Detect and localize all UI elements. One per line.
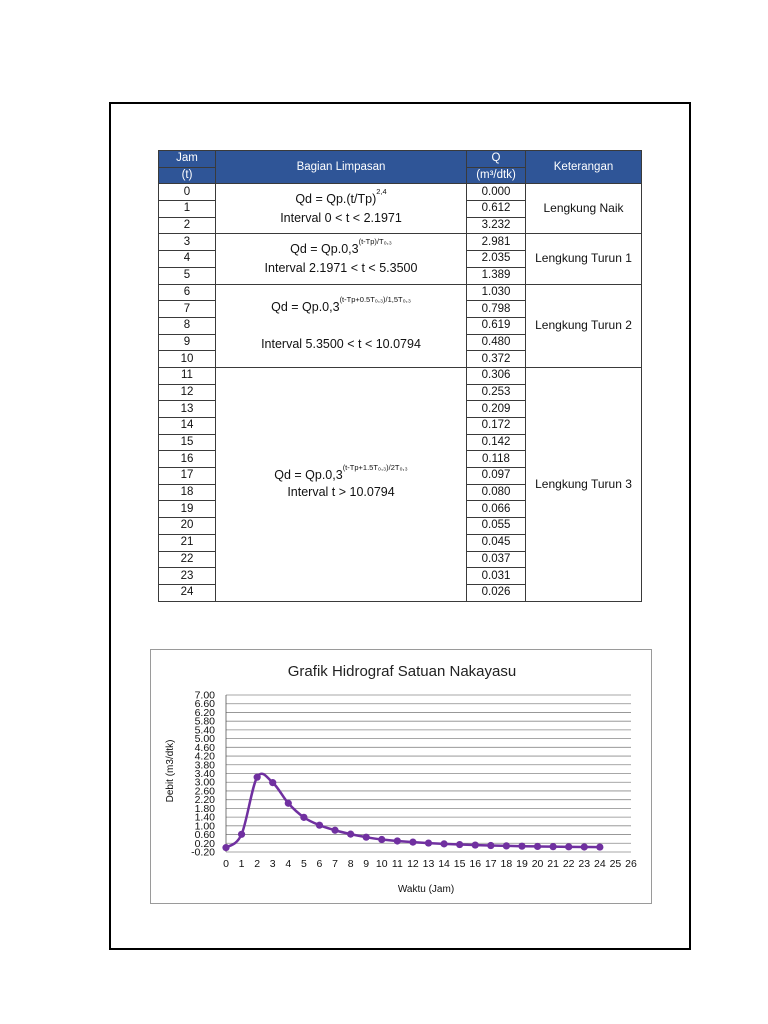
cell-t: 24 — [159, 584, 216, 601]
cell-q: 0.037 — [467, 551, 526, 568]
data-point — [378, 836, 385, 843]
table-row — [159, 367, 642, 384]
data-point — [238, 831, 245, 838]
series-line — [222, 774, 603, 852]
cell-q: 0.619 — [467, 317, 526, 334]
cell-t: 0 — [159, 184, 216, 201]
data-point — [581, 843, 588, 850]
header-keterangan: Keterangan — [526, 151, 642, 184]
x-tick-label: 10 — [375, 858, 388, 870]
hydrograph-line — [226, 774, 600, 848]
cell-q: 0.172 — [467, 418, 526, 435]
y-tick-label: 1.40 — [194, 811, 215, 824]
x-tick-label: 2 — [254, 858, 261, 870]
data-point — [596, 843, 603, 850]
y-tick-label: 5.00 — [194, 733, 215, 746]
data-point — [300, 814, 307, 821]
cell-t: 3 — [159, 234, 216, 251]
data-point — [425, 839, 432, 846]
cell-q: 1.389 — [467, 267, 526, 284]
cell-t: 12 — [159, 384, 216, 401]
keterangan-naik: Lengkung Naik — [526, 184, 642, 234]
data-point — [285, 800, 292, 807]
header-jam: Jam — [159, 151, 216, 168]
y-tick-label: 6.20 — [194, 706, 215, 719]
data-point — [254, 774, 261, 781]
y-tick-label: 5.40 — [194, 724, 215, 737]
cell-t: 11 — [159, 367, 216, 384]
x-tick-label: 12 — [407, 858, 419, 870]
cell-t: 1 — [159, 201, 216, 218]
cell-q: 0.031 — [467, 568, 526, 585]
data-point — [518, 843, 525, 850]
chart-svg — [151, 650, 653, 905]
x-tick-label: 22 — [562, 858, 575, 870]
header-bagian-limpasan: Bagian Limpasan — [216, 151, 467, 184]
cell-t: 22 — [159, 551, 216, 568]
data-point — [316, 822, 323, 829]
keterangan-turun-3: Lengkung Turun 3 — [526, 367, 642, 601]
y-tick-label: 4.20 — [194, 750, 215, 763]
y-tick-label: -0.20 — [191, 846, 215, 859]
y-tick-label: 4.60 — [194, 741, 215, 754]
table-row — [159, 234, 642, 251]
cell-q: 1.030 — [467, 284, 526, 301]
cell-t: 9 — [159, 334, 216, 351]
table-row — [159, 284, 642, 301]
cell-q: 0.209 — [467, 401, 526, 418]
x-tick-label: 1 — [238, 858, 245, 870]
data-point — [487, 842, 494, 849]
segment-formula-turun-1: $Qd = Qp.0,3^{(t-Tp)/T_0,_3}$ Interval 2.1971 < t < 5.3500 — [216, 234, 467, 284]
data-point — [550, 843, 557, 850]
cell-q: 0.612 — [467, 201, 526, 218]
cell-q: 0.055 — [467, 518, 526, 535]
cell-q: 0.798 — [467, 301, 526, 318]
x-tick-label: 4 — [285, 858, 292, 870]
y-tick-label: 3.80 — [194, 759, 215, 772]
x-tick-label: 14 — [438, 858, 450, 870]
cell-t: 14 — [159, 418, 216, 435]
x-axis-label: Waktu (Jam) — [397, 884, 455, 895]
data-point — [456, 841, 463, 848]
cell-t: 5 — [159, 267, 216, 284]
cell-q: 2.035 — [467, 251, 526, 268]
cell-q: 0.306 — [467, 367, 526, 384]
x-tick-label: 25 — [609, 858, 622, 870]
x-tick-label: 11 — [391, 858, 403, 870]
y-tick-label: 7.00 — [194, 689, 215, 702]
cell-t: 15 — [159, 434, 216, 451]
cell-t: 17 — [159, 468, 216, 485]
cell-t: 7 — [159, 301, 216, 318]
cell-t: 4 — [159, 251, 216, 268]
x-tick-label: 19 — [516, 858, 528, 870]
y-axis-label: Debit (m3/dtk) — [165, 739, 176, 803]
segment-formula-turun-2: $Qd = Qp.0,3^{(t-Tp+0.5T_0,_3)/1,5T_0,_3}$ Interval 5.3500 < t < 10.0794 — [216, 284, 467, 367]
y-tick-label: 6.60 — [194, 698, 215, 711]
cell-q: 0.097 — [467, 468, 526, 485]
keterangan-turun-1: Lengkung Turun 1 — [526, 234, 642, 284]
cell-q: 0.480 — [467, 334, 526, 351]
grid-lines — [226, 695, 631, 852]
x-tick-label: 18 — [500, 858, 513, 870]
data-point — [394, 837, 401, 844]
table-row — [159, 184, 642, 201]
y-tick-label: 2.20 — [194, 794, 215, 807]
header-jam-unit: (t) — [159, 167, 216, 184]
hydrograph-table — [158, 150, 642, 602]
cell-t: 20 — [159, 518, 216, 535]
cell-t: 6 — [159, 284, 216, 301]
x-tick-label: 0 — [223, 858, 229, 870]
cell-q: 0.142 — [467, 434, 526, 451]
x-tick-label: 26 — [625, 858, 637, 870]
y-tick-label: 3.40 — [194, 768, 215, 780]
x-tick-label: 23 — [578, 858, 591, 870]
header-q-unit: (m³/dtk) — [467, 167, 526, 184]
y-tick-label: 5.80 — [194, 715, 215, 728]
segment-formula-naik: $Qd = Qp.(t/Tp)^{2,4}$ Interval 0 < t < 2.1971 — [216, 184, 467, 234]
x-tick-label: 16 — [469, 858, 482, 870]
data-point — [222, 844, 229, 851]
data-point — [565, 843, 572, 850]
x-tick-label: 13 — [422, 858, 435, 870]
x-tick-label: 17 — [484, 858, 497, 870]
data-point — [472, 841, 479, 848]
cell-t: 18 — [159, 484, 216, 501]
keterangan-turun-2: Lengkung Turun 2 — [526, 284, 642, 367]
cell-t: 8 — [159, 317, 216, 334]
x-tick-label: 7 — [332, 858, 338, 870]
y-tick-label: 0.20 — [194, 837, 215, 850]
x-tick-label: 8 — [347, 858, 354, 870]
cell-q: 0.253 — [467, 384, 526, 401]
hydrograph-chart — [150, 649, 652, 904]
cell-t: 2 — [159, 217, 216, 234]
cell-q: 0.000 — [467, 184, 526, 201]
cell-t: 10 — [159, 351, 216, 368]
x-tick-labels — [223, 858, 637, 870]
y-tick-label: 0.60 — [194, 829, 215, 842]
y-tick-label: 3.00 — [194, 776, 215, 789]
y-tick-label: 1.00 — [194, 820, 215, 833]
data-point — [331, 827, 338, 834]
x-tick-label: 5 — [300, 858, 307, 870]
y-tick-label: 1.80 — [194, 802, 215, 815]
y-tick-labels — [191, 690, 215, 859]
cell-t: 19 — [159, 501, 216, 518]
cell-t: 16 — [159, 451, 216, 468]
x-tick-label: 24 — [594, 858, 606, 870]
cell-q: 0.372 — [467, 351, 526, 368]
cell-q: 0.080 — [467, 484, 526, 501]
header-q: Q — [467, 151, 526, 168]
cell-q: 0.118 — [467, 451, 526, 468]
x-tick-label: 9 — [363, 858, 370, 870]
cell-q: 2.981 — [467, 234, 526, 251]
cell-q: 3.232 — [467, 217, 526, 234]
data-point — [347, 831, 354, 838]
cell-t: 23 — [159, 568, 216, 585]
data-point — [269, 779, 276, 786]
y-tick-label: 2.60 — [194, 785, 215, 798]
cell-q: 0.066 — [467, 501, 526, 518]
cell-q: 0.026 — [467, 584, 526, 601]
cell-q: 0.045 — [467, 534, 526, 551]
x-tick-label: 15 — [453, 858, 466, 870]
cell-t: 13 — [159, 401, 216, 418]
segment-formula-turun-3: $Qd = Qp.0,3^{(t-Tp+1.5T_0,_3)/2T_0,_3}$ Interval t > 10.0794 — [216, 367, 467, 601]
x-tick-label: 20 — [531, 858, 544, 870]
x-tick-label: 6 — [316, 858, 323, 870]
data-point — [440, 840, 447, 847]
data-point — [409, 839, 416, 846]
data-point — [534, 843, 541, 850]
data-point — [503, 842, 510, 849]
x-tick-label: 21 — [547, 858, 559, 870]
cell-t: 21 — [159, 534, 216, 551]
x-tick-label: 3 — [269, 858, 276, 870]
data-point — [363, 834, 370, 841]
chart-title: Grafik Hidrograf Satuan Nakayasu — [287, 663, 517, 680]
